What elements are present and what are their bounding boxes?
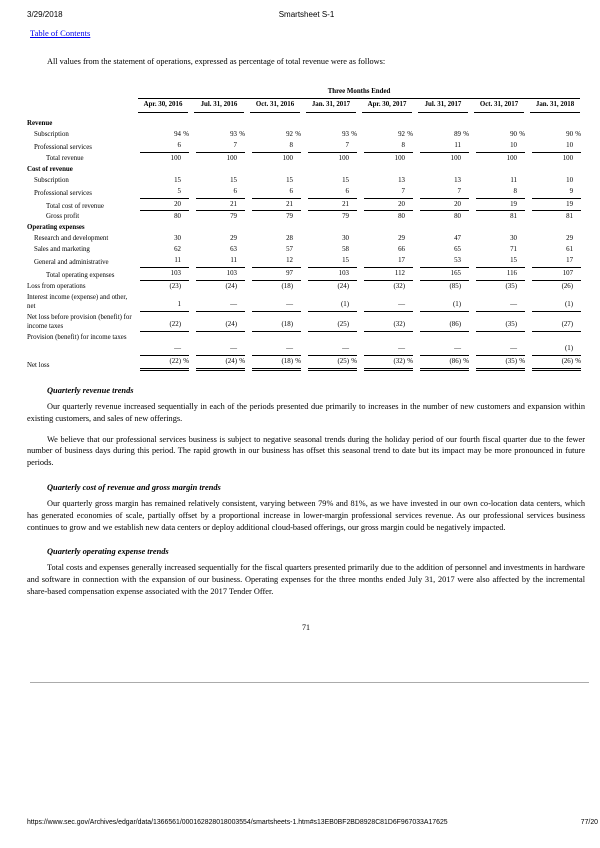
page-content bbox=[27, 57, 585, 632]
table-cell: — bbox=[471, 344, 527, 357]
table-cell: 13 bbox=[398, 176, 405, 184]
table-cell: 63 bbox=[230, 246, 237, 254]
table-cell: (1) bbox=[527, 344, 583, 357]
table-cell bbox=[471, 333, 527, 344]
table-cell bbox=[247, 165, 303, 176]
row-label: Total operating expenses bbox=[46, 272, 115, 280]
table-cell: 11 bbox=[415, 141, 471, 154]
table-cell: 112 bbox=[359, 269, 415, 282]
table-cell: (32) bbox=[359, 313, 415, 333]
table-cell: 81 bbox=[566, 213, 574, 221]
page-number: 71 bbox=[302, 622, 310, 632]
table-cell: 100 bbox=[338, 154, 349, 162]
table-cell: 15 bbox=[471, 256, 527, 269]
intro-paragraph: All values from the statement of operations, expressed as percentage of total revenue were as follows: bbox=[47, 57, 386, 66]
table-cell bbox=[191, 333, 247, 344]
table-cell: (1) bbox=[303, 293, 359, 313]
table-cell: 15 bbox=[303, 256, 359, 269]
table-cell bbox=[527, 165, 583, 176]
table-cell: 30 bbox=[342, 235, 349, 243]
table-row bbox=[27, 313, 583, 333]
table-cell: 79 bbox=[286, 213, 293, 221]
table-row bbox=[27, 187, 583, 200]
table-cell: 58 bbox=[342, 246, 349, 254]
table-cell: 97 bbox=[247, 269, 303, 282]
table-cell: (32) bbox=[393, 283, 405, 291]
table-row bbox=[27, 130, 583, 141]
table-cell: 17 bbox=[527, 256, 583, 269]
table-spanner: Three Months Ended bbox=[135, 87, 583, 100]
table-cell bbox=[415, 223, 471, 234]
table-cell bbox=[415, 165, 471, 176]
table-cell: 28 bbox=[286, 235, 293, 243]
table-cell bbox=[191, 114, 247, 130]
table-cell: 7 bbox=[191, 141, 247, 154]
section-heading: Quarterly revenue trends bbox=[47, 386, 134, 396]
table-cell: — bbox=[191, 293, 247, 313]
table-cell: 1 bbox=[135, 293, 191, 313]
column-header: Jan. 31, 2017 bbox=[303, 100, 359, 114]
table-cell: 79 bbox=[342, 213, 349, 221]
table-cell: 100 bbox=[170, 154, 181, 162]
row-label: Interest income (expense) and other, net bbox=[27, 294, 128, 311]
column-header: Oct. 31, 2017 bbox=[471, 100, 527, 114]
table-cell bbox=[135, 223, 191, 234]
paragraph: Our quarterly revenue increased sequentially in each of the periods presented due primarily to increases in the number of new customers and expansion within existing customers, and sales of new offerings. bbox=[27, 402, 585, 423]
table-cell: 94 % bbox=[174, 130, 189, 138]
table-cell: (35) % bbox=[471, 357, 527, 372]
table-cell: (1) bbox=[527, 293, 583, 313]
table-cell: 62 bbox=[174, 246, 181, 254]
table-cell: 29 bbox=[230, 235, 237, 243]
row-label: Net loss before provision (benefit) for income taxes bbox=[27, 314, 132, 331]
table-cell: 90 % bbox=[510, 130, 525, 138]
page-divider bbox=[30, 682, 589, 683]
print-date: 3/29/2018 bbox=[27, 10, 63, 19]
row-label bbox=[27, 344, 135, 357]
table-cell: 19 bbox=[527, 200, 583, 213]
table-cell: — bbox=[415, 344, 471, 357]
table-cell: 116 bbox=[471, 269, 527, 282]
row-label: Subscription bbox=[34, 176, 69, 184]
row-label: Research and development bbox=[34, 235, 109, 243]
table-cell: 15 bbox=[342, 176, 349, 184]
table-cell bbox=[303, 165, 359, 176]
table-cell: 100 bbox=[450, 154, 461, 162]
table-row bbox=[27, 344, 583, 357]
table-cell bbox=[247, 333, 303, 344]
table-cell: 100 bbox=[394, 154, 405, 162]
table-cell: 10 bbox=[471, 141, 527, 154]
table-cell: (23) bbox=[169, 283, 181, 291]
table-cell: (26) % bbox=[527, 357, 583, 372]
table-cell: 30 bbox=[510, 235, 517, 243]
table-cell: 6 bbox=[135, 141, 191, 154]
table-cell: 103 bbox=[191, 269, 247, 282]
table-cell: 15 bbox=[230, 176, 237, 184]
table-cell: 65 bbox=[454, 246, 461, 254]
table-row bbox=[27, 212, 583, 223]
table-cell: 7 bbox=[303, 141, 359, 154]
table-cell bbox=[191, 165, 247, 176]
table-cell: 80 bbox=[454, 213, 461, 221]
table-cell: 11 bbox=[191, 256, 247, 269]
paragraph: We believe that our professional services business is subject to negative seasonal trends during the holiday period of our fourth fiscal quarter due to the fewer number of business days during this period. The rapid growth in our business has offset this seasonal trend to date but its impact may be more pronounced in future periods. bbox=[27, 434, 585, 468]
table-cell: (24) % bbox=[191, 357, 247, 372]
table-cell: 100 bbox=[226, 154, 237, 162]
row-label: Cost of revenue bbox=[27, 165, 73, 173]
narrative-sections bbox=[27, 386, 585, 598]
table-row bbox=[27, 269, 583, 282]
row-label: Gross profit bbox=[46, 213, 80, 221]
table-head bbox=[27, 87, 583, 114]
table-cell: 81 bbox=[510, 213, 517, 221]
table-cell: (18) bbox=[247, 313, 303, 333]
table-cell bbox=[247, 223, 303, 234]
table-cell bbox=[303, 114, 359, 130]
table-cell bbox=[303, 223, 359, 234]
table-cell bbox=[359, 114, 415, 130]
table-cell bbox=[527, 333, 583, 344]
table-cell: 15 bbox=[286, 176, 293, 184]
table-cell: (24) bbox=[225, 283, 237, 291]
table-cell: (86) bbox=[415, 313, 471, 333]
column-header: Jul. 31, 2016 bbox=[191, 100, 247, 114]
table-cell: 8 bbox=[359, 141, 415, 154]
table-row bbox=[27, 234, 583, 245]
table-cell: 11 bbox=[135, 256, 191, 269]
table-cell: 12 bbox=[247, 256, 303, 269]
table-cell: 8 bbox=[471, 187, 527, 200]
footer-page-indicator: 77/20 bbox=[580, 819, 598, 826]
table-row bbox=[27, 223, 583, 234]
table-cell: 165 bbox=[415, 269, 471, 282]
row-label: Total cost of revenue bbox=[46, 202, 104, 210]
table-row bbox=[27, 282, 583, 293]
table-cell bbox=[415, 333, 471, 344]
table-cell: 10 bbox=[527, 141, 583, 154]
table-cell: 90 % bbox=[566, 130, 582, 138]
table-cell: 89 % bbox=[454, 130, 469, 138]
table-cell: (1) bbox=[415, 293, 471, 313]
table-cell: — bbox=[359, 344, 415, 357]
table-cell: 66 bbox=[398, 246, 405, 254]
table-cell: — bbox=[471, 293, 527, 313]
paragraph: Total costs and expenses generally increased sequentially for the fiscal quarters presented primarily due to the addition of personnel and investments in hardware and software in connection with the expansion of our business. Operating expenses for the three months ended July 31, 2017 were also affected by the incremental share-based compensation expense associated with the 2017 Tender Offer. bbox=[27, 563, 585, 596]
table-cell: — bbox=[247, 293, 303, 313]
section-heading: Quarterly cost of revenue and gross margin trends bbox=[47, 482, 221, 492]
table-row bbox=[27, 200, 583, 213]
table-cell: 57 bbox=[286, 246, 293, 254]
column-header: Jul. 31, 2017 bbox=[415, 100, 471, 114]
table-cell bbox=[359, 223, 415, 234]
table-cell: 5 bbox=[135, 187, 191, 200]
row-label: Revenue bbox=[27, 119, 53, 127]
row-label: Net loss bbox=[27, 362, 50, 370]
table-cell: 13 bbox=[454, 176, 461, 184]
table-cell: 20 bbox=[359, 200, 415, 213]
table-cell: (32) % bbox=[359, 357, 415, 372]
table-cell: 6 bbox=[247, 187, 303, 200]
row-label: Loss from operations bbox=[27, 283, 86, 291]
table-cell: 7 bbox=[415, 187, 471, 200]
table-cell: 92 % bbox=[398, 130, 413, 138]
table-cell: 47 bbox=[454, 235, 461, 243]
table-cell: (35) bbox=[471, 313, 527, 333]
table-cell: 10 bbox=[566, 176, 574, 184]
table-cell: — bbox=[135, 344, 191, 357]
print-footer bbox=[27, 819, 598, 829]
table-cell bbox=[471, 114, 527, 130]
table-cell: (27) bbox=[527, 313, 583, 333]
table-cell: (24) bbox=[337, 283, 349, 291]
row-label: Subscription bbox=[34, 130, 69, 138]
print-header bbox=[27, 10, 586, 22]
table-cell: 80 bbox=[174, 213, 181, 221]
table-cell: 61 bbox=[566, 246, 574, 254]
table-row bbox=[27, 114, 583, 130]
table-cell: 80 bbox=[398, 213, 405, 221]
table-cell: 100 bbox=[282, 154, 293, 162]
table-row bbox=[27, 357, 583, 372]
percent-of-revenue-table bbox=[27, 87, 583, 372]
table-cell bbox=[527, 114, 583, 130]
table-cell: (35) bbox=[505, 283, 517, 291]
column-header: Jan. 31, 2018 bbox=[527, 100, 583, 114]
table-cell bbox=[359, 165, 415, 176]
table-cell: 92 % bbox=[286, 130, 301, 138]
row-label: Provision (benefit) for income taxes bbox=[27, 334, 127, 342]
table-cell: 21 bbox=[303, 200, 359, 213]
paragraph: Our quarterly gross margin has remained relatively consistent, varying between 79% and 81%, as we have invested in our own co-location data centers, which has generated economies of scale, partially offset by a proportional increase in lower-margin professional services revenue. As our professional services business continues to grow and we establish new data centers or deploy additional cloud-based offerings, our gross margin could be negatively impacted. bbox=[27, 498, 585, 532]
table-cell: (25) bbox=[303, 313, 359, 333]
table-cell: 71 bbox=[510, 246, 517, 254]
table-cell: 93 % bbox=[342, 130, 357, 138]
table-cell bbox=[471, 165, 527, 176]
table-row bbox=[27, 293, 583, 313]
table-cell: 11 bbox=[510, 176, 517, 184]
table-cell: 103 bbox=[303, 269, 359, 282]
row-label: Operating expenses bbox=[27, 224, 85, 232]
table-cell bbox=[527, 223, 583, 234]
table-cell: (18) bbox=[281, 283, 293, 291]
section-heading: Quarterly operating expense trends bbox=[47, 547, 169, 557]
table-cell: 7 bbox=[359, 187, 415, 200]
table-cell: 17 bbox=[359, 256, 415, 269]
table-row bbox=[27, 154, 583, 165]
table-cell bbox=[191, 223, 247, 234]
table-cell: 53 bbox=[415, 256, 471, 269]
table-cell: 15 bbox=[174, 176, 181, 184]
row-label: Professional services bbox=[34, 143, 92, 151]
table-cell: (22) % bbox=[135, 357, 191, 372]
table-cell: 9 bbox=[527, 187, 583, 200]
table-cell: 29 bbox=[566, 235, 574, 243]
table-cell: 29 bbox=[398, 235, 405, 243]
table-cell: 19 bbox=[471, 200, 527, 213]
table-row bbox=[27, 245, 583, 256]
row-label: Sales and marketing bbox=[34, 246, 90, 254]
table-cell: 6 bbox=[303, 187, 359, 200]
column-header: Apr. 30, 2017 bbox=[359, 100, 415, 114]
row-label: Total revenue bbox=[46, 154, 84, 162]
table-cell: 100 bbox=[506, 154, 517, 162]
table-cell: 21 bbox=[191, 200, 247, 213]
table-cell bbox=[135, 165, 191, 176]
document-title: Smartsheet S-1 bbox=[278, 10, 335, 19]
table-cell: 79 bbox=[230, 213, 237, 221]
table-cell bbox=[415, 114, 471, 130]
table-cell bbox=[135, 333, 191, 344]
table-cell: (24) bbox=[191, 313, 247, 333]
table-cell bbox=[471, 223, 527, 234]
table-cell: (86) % bbox=[415, 357, 471, 372]
table-cell: 8 bbox=[247, 141, 303, 154]
table-cell bbox=[303, 333, 359, 344]
table-row bbox=[27, 176, 583, 187]
table-row bbox=[27, 165, 583, 176]
table-row bbox=[27, 333, 583, 344]
table-cell: — bbox=[303, 344, 359, 357]
table-cell: 103 bbox=[135, 269, 191, 282]
table-cell: 20 bbox=[135, 200, 191, 213]
table-cell: (25) % bbox=[303, 357, 359, 372]
column-header: Oct. 31, 2016 bbox=[247, 100, 303, 114]
table-cell: 30 bbox=[174, 235, 181, 243]
column-header: Apr. 30, 2016 bbox=[135, 100, 191, 114]
table-cell bbox=[135, 114, 191, 130]
table-cell: (85) bbox=[449, 283, 461, 291]
table-cell bbox=[247, 114, 303, 130]
table-cell: — bbox=[359, 293, 415, 313]
table-cell: (18) % bbox=[247, 357, 303, 372]
table-cell: 20 bbox=[415, 200, 471, 213]
row-label: General and administrative bbox=[34, 259, 109, 267]
footer-url: https://www.sec.gov/Archives/edgar/data/1366561/000162828018003554/smartsheets-1.htm#s13EB0BF2BD8928C81D6F967033A17625 bbox=[27, 819, 448, 826]
table-of-contents-link[interactable]: Table of Contents bbox=[30, 28, 91, 38]
table-cell: 100 bbox=[562, 154, 574, 162]
table-cell: (26) bbox=[561, 283, 574, 291]
row-label: Professional services bbox=[34, 189, 92, 197]
table-cell bbox=[359, 333, 415, 344]
table-cell: (22) bbox=[135, 313, 191, 333]
table-cell: 21 bbox=[247, 200, 303, 213]
table-cell: 6 bbox=[191, 187, 247, 200]
table-cell: 107 bbox=[527, 269, 583, 282]
table-cell: — bbox=[247, 344, 303, 357]
table-row bbox=[27, 256, 583, 269]
table-cell: 93 % bbox=[230, 130, 245, 138]
table-row bbox=[27, 141, 583, 154]
table-cell: — bbox=[191, 344, 247, 357]
